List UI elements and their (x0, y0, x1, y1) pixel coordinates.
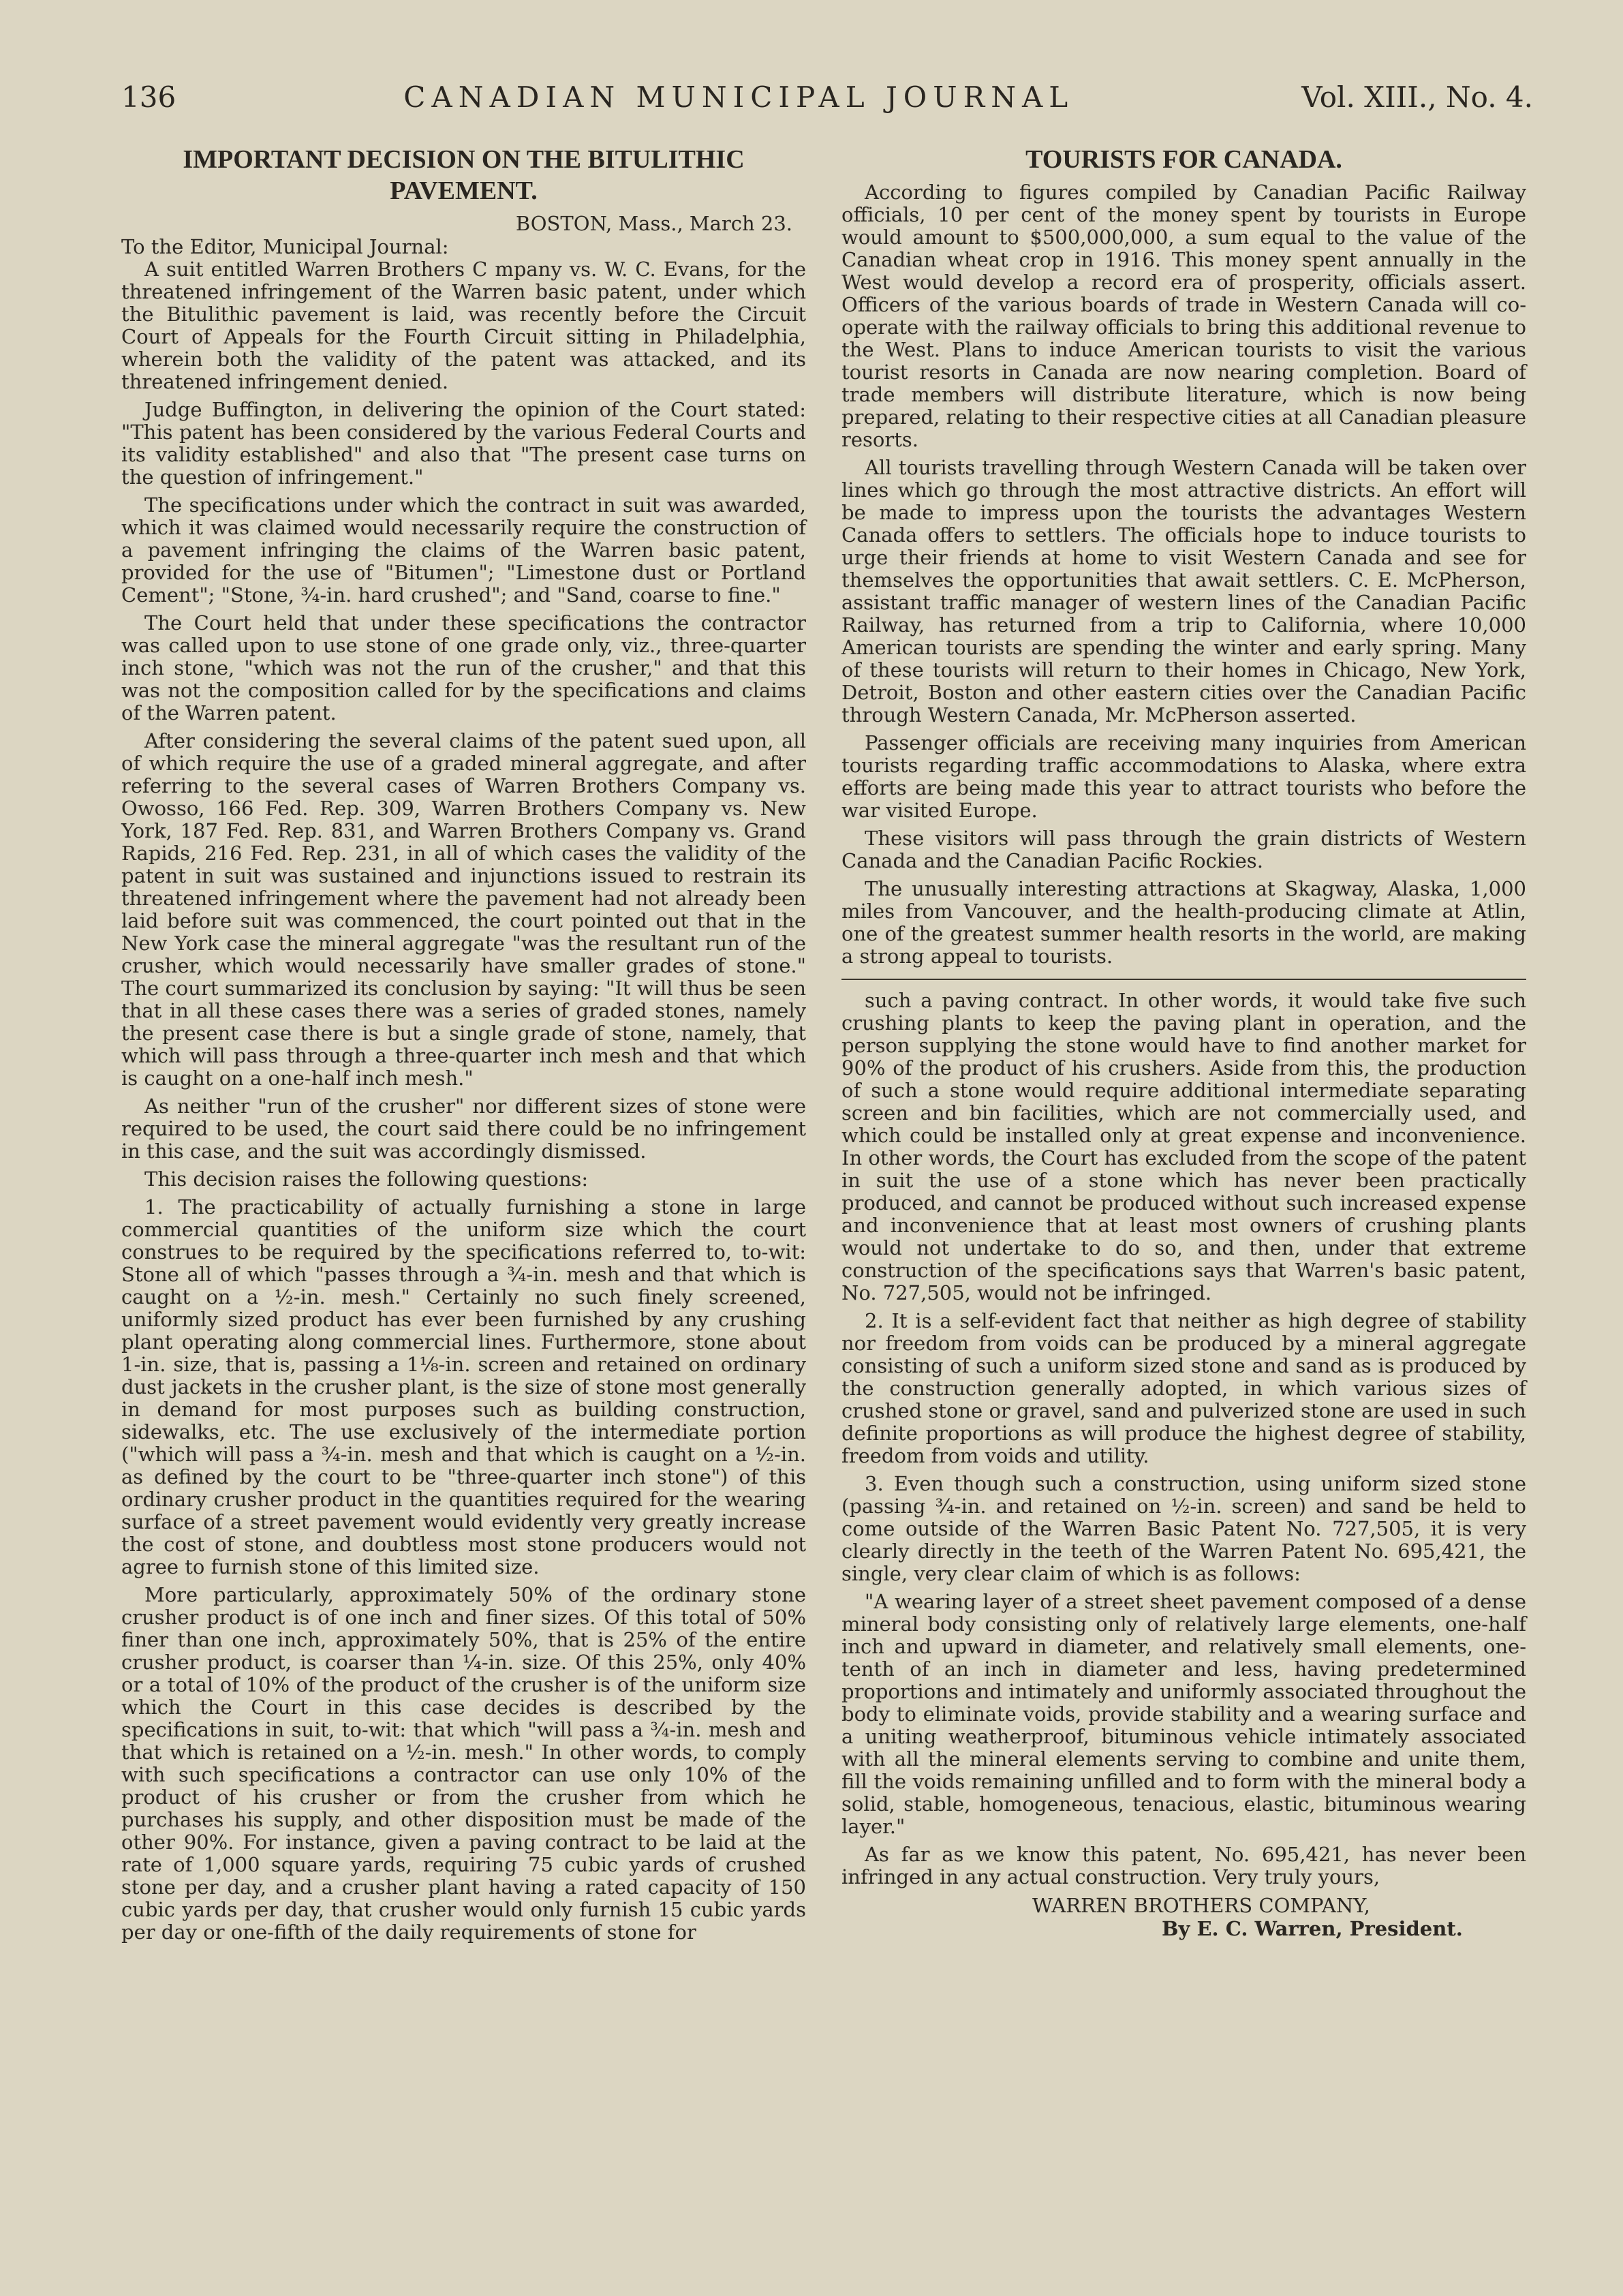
paragraph: Judge Buffington, in delivering the opinion of the Court stated: "This patent has been considered by the various Federal Courts and its validity established" and also that "The present case turns on the question of infringement." (121, 398, 806, 489)
paragraph: 2. It is a self-evident fact that neither as high degree of stability nor freedom from voids can be produced by a mineral aggregate consisting of such a uniform sized stone and sand as is produced by the construction generally adopted, in which various sizes of crushed stone or gravel, sand and pulverized stone are used in such definite proportions as will produce the highest degree of stability, freedom from voids and utility. (841, 1308, 1526, 1467)
paragraph: As neither "run of the crusher" nor different sizes of stone were required to be used, the court said there could be no infringement in this case, and the suit was accordingly dismissed. (121, 1095, 806, 1163)
left-column (121, 144, 806, 1949)
paragraph: A suit entitled Warren Brothers C mpany vs. W. C. Evans, for the threatened infringement of the Warren basic patent, under which the Bitulithic pavement is laid, was recently before the Circuit Court of Appeals for the Fourth Circuit sitting in Philadelphia, wherein both the validity of the patent was attacked, and its threatened infringement denied. (121, 258, 806, 394)
volume-number: Vol. XIII., No. 4. (1301, 80, 1533, 114)
paragraph: Passenger officials are receiving many inquiries from American tourists regarding traffic accommodations to Alaska, where extra efforts are being made this year to attract tourists who before the war visited Europe. (841, 731, 1526, 822)
page-number: 136 (121, 80, 176, 114)
paragraph: All tourists travelling through Western Canada will be taken over lines which go through the most attractive districts. An effort will be made to impress upon the tourists the advantages Western Canada offers to settlers. The officials hope to induce tourists to urge their friends at home to visit Western Canada and see for themselves the opportunities that await settlers. C. E. McPherson, assistant traffic manager of western lines of the Canadian Pacific Railway, has returned from a trip to California, where 10,000 American tourists are spending the winter and early spring. Many of these tourists will return to their homes in Chicago, New York, Detroit, Boston and other eastern cities over the Canadian Pacific through Western Canada, Mr. McPherson asserted. (841, 455, 1526, 726)
paragraph: After considering the several claims of the patent sued upon, all of which require the use of a graded mineral aggregate, and after referring to the several cases of Warren Brothers Company vs. Owosso, 166 Fed. Rep. 309, Warren Brothers Company vs. New York, 187 Fed. Rep. 831, and Warren Brothers Company vs. Grand Rapids, 216 Fed. Rep. 231, in all of which cases the validity of the patent in suit was sustained and injunctions issued to restrain its threatened infringement where the pavement had not already been laid before suit was commenced, the court pointed out that in the New York case the mineral aggregate "was the resultant run of the crusher, which would necessarily have smaller grades of stone." The court summarized its conclusion by saying: "It will thus be seen that in all these cases there was a series of graded stones, namely the present case there is but a single grade of stone, namely, that which will pass through a three-quarter inch mesh and that which is caught on a one-half inch mesh." (121, 729, 806, 1090)
signature-company: WARREN BROTHERS COMPANY, (1032, 1893, 1370, 1917)
article-title: IMPORTANT DECISION ON THE BITULITHIC PAVEMENT. (183, 145, 745, 205)
article-title: TOURISTS FOR CANADA. (1025, 145, 1342, 174)
column-divider (841, 979, 1526, 980)
paragraph: As far as we know this patent, No. 695,421, has never been infringed in any actual construction. Very truly yours, (841, 1842, 1526, 1888)
paragraph: such a paving contract. In other words, it would take five such crushing plants to keep the paving plant in operation, and the person supplying the stone would have to find another market for 90% of the product of his crushers. Aside from this, the production of such a stone would require additional intermediate separating screen and bin facilities, which are not commercially used, and which could be installed only at great expense and inconvenience. In other words, the Court has excluded from the scope of the patent in suit the use of a stone which has never been practically produced, and cannot be produced without such increased expense and inconvenience that at least most owners of crushing plants would not undertake to do so, and then, under that extreme construction of the specifications says that Warren's basic patent, No. 727,505, would not be infringed. (841, 988, 1526, 1304)
paragraph: The unusually interesting attractions at Skagway, Alaska, 1,000 miles from Vancouver, and the health-producing climate at Atlin, one of the greatest summer health resorts in the world, are making a strong appeal to tourists. (841, 876, 1526, 968)
salutation: To the Editor, Municipal Journal: (121, 235, 449, 259)
running-header (121, 80, 1533, 128)
paragraph: 1. The practicability of actually furnishing a stone in large commercial quantities of the uniform size which the court construes to be required by the specifications referred to, to-wit: Stone all of which "passes through a ¾-in. mesh and that which is caught on a ½-in. mesh." Certainly no such finely screened, uniformly sized product has ever been furnished by any crushing plant operating along commercial lines. Furthermore, stone about 1-in. size, that is, passing a 1⅛-in. screen and retained on ordinary dust jackets in the crusher plant, is the size of stone most generally in demand for most purposes such as building construction, sidewalks, etc. The use exclusively of the intermediate portion ("which will pass a ¾-in. mesh and that which is caught on a ½-in. as defined by the court to be "three-quarter inch stone") of this ordinary crusher product in the quantities required for the wearing surface of a street pavement would evidently very greatly increase the cost of stone, and doubtless most stone producers would not agree to furnish stone of this limited size. (121, 1195, 806, 1579)
paragraph: 3. Even though such a construction, using uniform sized stone (passing ¾-in. and retained on ½-in. screen) and sand be held to come outside of the Warren Basic Patent No. 727,505, it is very clearly directly in the teeth of the Warren Patent No. 695,421, the single, very clear claim of which is as follows: (841, 1471, 1526, 1585)
dateline: BOSTON, Mass., March 23. (515, 212, 792, 236)
paragraph: This decision raises the following questions: (144, 1167, 589, 1191)
paragraph: The specifications under which the contract in suit was awarded, which it was claimed would necessarily require the construction of a pavement infringing the claims of the Warren basic patent, provided for the use of "Bitumen"; "Limestone dust or Portland Cement"; "Stone, ¾-in. hard crushed"; and "Sand, coarse to fine." (121, 493, 806, 607)
paragraph: These visitors will pass through the grain districts of Western Canada and the Canadian Pacific Rockies. (841, 826, 1526, 872)
patent-claim-quote: "A wearing layer of a street sheet pavement composed of a dense mineral body consisting only of relatively large elements, one-half inch and upward in diameter, and relatively small elements, one-tenth of an inch in diameter and less, having predetermined proportions and intimately and uniformly associated throughout the body to eliminate voids, provide stability and a wearing surface and a uniting weatherproof, bituminous vehicle intimately associated with all the mineral elements serving to combine and unite them, fill the voids remaining unfilled and to form with the mineral body a solid, stable, homogeneous, tenacious, elastic, bituminous wearing layer." (841, 1589, 1526, 1838)
paragraph: According to figures compiled by Canadian Pacific Railway officials, 10 per cent of the money spent by tourists in Europe would amount to $500,000,000, a sum equal to the value of the Canadian wheat crop in 1916. This money spent annually in the West would develop a record era of prosperity, officials assert. Officers of the various boards of trade in Western Canada will co-operate with the railway officials to bring this additional revenue to the West. Plans to induce American tourists to visit the various tourist resorts in Canada are now nearing completion. Board of trade members will distribute literature, which is now being prepared, relating to their respective cities at all Canadian pleasure resorts. (841, 180, 1526, 451)
paragraph: More particularly, approximately 50% of the ordinary stone crusher product is of one inch and finer sizes. Of this total of 50% finer than one inch, approximately 50%, that is 25% of the entire crusher product, is coarser than ¼-in. size. Of this 25%, only 40% or a total of 10% of the product of the crusher is of the uniform size which the Court in this case decides is described by the specifications in suit, to-wit: that which "will pass a ¾-in. mesh and that which is retained on a ½-in. mesh." In other words, to comply with such specifications a contractor can use only 10% of the product of his crusher or from the crusher from which he purchases his supply, and other disposition must be made of the other 90%. For instance, given a paving contract to be laid at the rate of 1,000 square yards, requiring 75 cubic yards of crushed stone per day, and a crusher plant having a rated capacity of 150 cubic yards per day, that crusher would only furnish 15 cubic yards per day or one-fifth of the daily requirements of stone for (121, 1583, 806, 1944)
right-column (841, 144, 1526, 1940)
paragraph: The Court held that under these specifications the contractor was called upon to use stone of one grade only, viz., three-quarter inch stone, "which was not the run of the crusher," and that this was not the composition called for by the specifications and claims of the Warren patent. (121, 611, 806, 725)
journal-title: CANADIAN MUNICIPAL JOURNAL (403, 80, 1075, 114)
signature-name: By E. C. Warren, President. (1162, 1916, 1463, 1940)
